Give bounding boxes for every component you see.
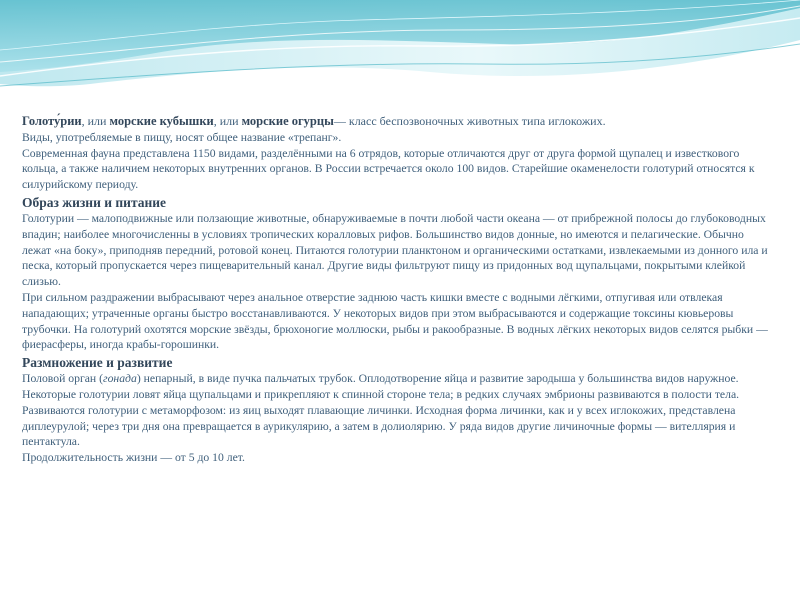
term-sea-cucumbers: морские кубышки <box>109 114 214 128</box>
gonad-text-start: Половой орган ( <box>22 372 104 386</box>
gonad-term: гонада <box>103 372 137 386</box>
term-holothurians: Голоту́рии <box>22 114 82 128</box>
decorative-wave-banner <box>0 0 800 90</box>
reproduction-paragraph-1 <box>22 371 772 403</box>
intro-separator-1: , или <box>81 114 110 128</box>
section-heading-lifestyle: Образ жизни и питание <box>22 194 167 210</box>
intro-paragraph <box>22 114 772 130</box>
intro-separator-2: , или <box>213 114 242 128</box>
intro-fauna-paragraph: Современная фауна представлена 1150 видами, разделёнными на 6 отрядов, которые отличаются друг от друга формой щупалец и известкового кольца, а также наличием некоторых внутренних органов. В России встречается около 100 видов. Старейшие окаменелости голотурий относятся к силурийскому периоду. <box>22 146 755 192</box>
intro-definition: — класс беспозвоночных животных типа иглокожих. <box>333 114 606 128</box>
lifestyle-paragraph-2: При сильном раздражении выбрасывают через анальное отверстие заднюю часть кишки вместе с водными лёгкими, отпугивая или отвлекая нападающих; утраченные органы быстро восстанавливаются. У некоторых видов при этом выбрасываются и содержащие токсины кювьеровы трубочки. На голотурий охотятся морские звёзды, брюхоногие моллюски, рыбы и ракообразные. В водных лёгких некоторых видов селятся рыбки — фиерасферы, иногда крабы-горошинки. <box>22 290 768 352</box>
lifestyle-paragraph-1: Голотурии — малоподвижные или ползающие животные, обнаруживаемые в почти любой части океана — от прибрежной полосы до глубоководных впадин; наиболее многочисленны в условиях тропических коралловых рифов. Большинство видов донные, но имеются и пелагические. Обычно лежат «на боку», приподняв передний, ротовой конец. Питаются голотурии планктоном и органическими остатками, извлекаемыми из донного ила и песка, который пропускается через пищеварительный канал. Другие виды фильтруют пищу из придонных вод щупальцами, покрытыми клейкой слизью. <box>22 211 768 289</box>
term-sea-cucumber-alt: морские огурцы <box>241 114 334 128</box>
article-content <box>22 114 772 466</box>
section-heading-reproduction: Размножение и развитие <box>22 355 173 371</box>
lifespan-paragraph: Продолжительность жизни — от 5 до 10 лет. <box>22 451 245 465</box>
intro-trepang-paragraph: Виды, употребляемые в пищу, носят общее название «трепанг». <box>22 130 342 144</box>
gonad-text-end: ) непарный, в виде пучка пальчатых трубок. Оплодотворение яйца и развитие зародыша у большинства видов наружное. Некоторые голотурии ловят яйца щупальцами и прикрепляют к спинной стороне тела; в редких случаях эмбрионы развиваются в полости тела. <box>22 372 740 401</box>
reproduction-paragraph-2: Развиваются голотурии с метаморфозом: из яиц выходят плавающие личинки. Исходная форма личинки, как и у всех иглокожих, представлена диплеурулой; через три дня она превращается в аурикулярию, а затем в долиолярию. У ряда видов другие личиночные формы — вителлярия и пентактула. <box>22 403 736 449</box>
